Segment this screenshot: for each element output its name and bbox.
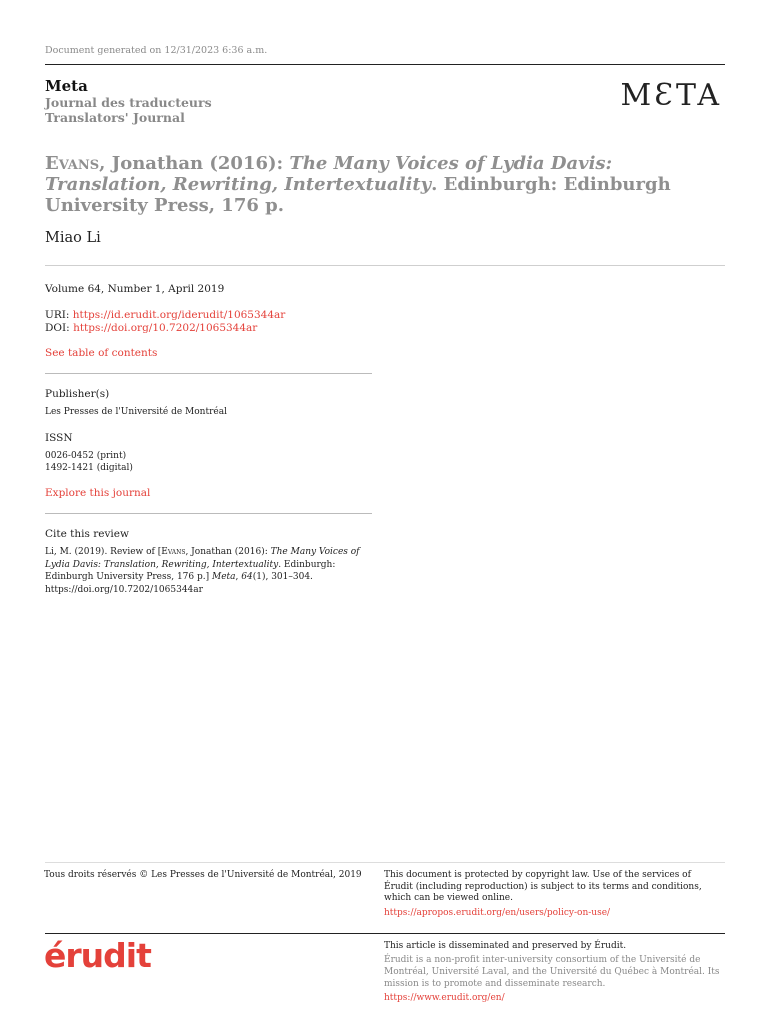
cite-part: . Edinburgh: Edinburgh University Press, 176 p.] (45, 559, 336, 582)
cite-part: , (235, 572, 242, 582)
title-pre: , Jonathan (2016): (99, 153, 290, 174)
issn-digital: 1492-1421 (digital) (45, 463, 133, 473)
publisher-heading: Publisher(s) (45, 388, 110, 400)
reviewer-name[interactable]: Miao Li (45, 230, 101, 246)
erudit-logo: érudit (44, 936, 151, 975)
issn-print: 0026-0452 (print) (45, 451, 127, 461)
policy-link[interactable]: https://apropos.erudit.org/en/users/policy-on-use/ (384, 908, 611, 918)
section-divider (45, 373, 372, 374)
cite-journal: Meta (212, 572, 236, 582)
uri-label: URI: (45, 309, 73, 321)
book-title: The Many Voices of Lydia Davis: Translation, Rewriting, Intertextuality (45, 153, 613, 195)
table-of-contents-link[interactable]: See table of contents (45, 347, 158, 359)
uri-link[interactable]: https://id.erudit.org/iderudit/1065344ar (72, 309, 286, 321)
generated-date: Document generated on 12/31/2023 6:36 a.m. (45, 45, 268, 56)
publisher-name: Les Presses de l'Université de Montréal (45, 407, 227, 417)
erudit-website-link[interactable]: https://www.erudit.org/en/ (384, 993, 505, 1003)
cite-part: , Jonathan (2016): (185, 547, 271, 557)
cite-part: (1), 301–304. https://doi.org/10.7202/1065344ar (45, 572, 313, 595)
divider (45, 265, 725, 266)
doi-link[interactable]: https://doi.org/10.7202/1065344ar (73, 322, 258, 334)
issn-heading: ISSN (45, 432, 73, 444)
footer-divider (45, 862, 725, 863)
meta-logo: MƐTA (620, 78, 722, 113)
journal-name: Meta (45, 77, 88, 95)
cite-heading: Cite this review (45, 528, 129, 540)
copyright-notice: This document is protected by copyright law. Use of the services of Érudit (including reproduction) is subject to its terms and conditions, which can be viewed online. (384, 870, 702, 903)
section-divider (45, 513, 372, 514)
top-divider (45, 64, 725, 65)
journal-subtitle-en: Translators' Journal (45, 110, 185, 125)
author-surname: Evans (45, 153, 100, 174)
cite-book-title: The Many Voices of Lydia Davis: Translation, Rewriting, Intertextuality (45, 547, 360, 570)
doi-label: DOI: (45, 322, 74, 334)
cite-surname: Evans (161, 547, 186, 557)
title-post: . Edinburgh: Edinburgh University Press, 176 p. (45, 174, 671, 216)
volume-info: Volume 64, Number 1, April 2019 (45, 283, 225, 295)
cite-part: Li, M. (2019). Review of [ (45, 547, 162, 557)
dissemination-notice: This article is disseminated and preserved by Érudit. (384, 941, 627, 951)
explore-journal-link[interactable]: Explore this journal (45, 487, 151, 499)
citation-text (45, 546, 375, 596)
article-title (45, 153, 685, 216)
rights-statement: Tous droits réservés © Les Presses de l'Université de Montréal, 2019 (44, 870, 362, 880)
cite-volume: 64 (241, 572, 253, 582)
doi-line (45, 322, 257, 334)
erudit-description: Érudit is a non-profit inter-university consortium of the Université de Montréal, Université Laval, and the Université du Québec à Montréal. Its mission is to promote and disseminate research. (384, 955, 720, 989)
uri-line (45, 309, 285, 321)
journal-subtitle-fr: Journal des traducteurs (45, 95, 212, 110)
footer-divider-strong (45, 933, 725, 934)
